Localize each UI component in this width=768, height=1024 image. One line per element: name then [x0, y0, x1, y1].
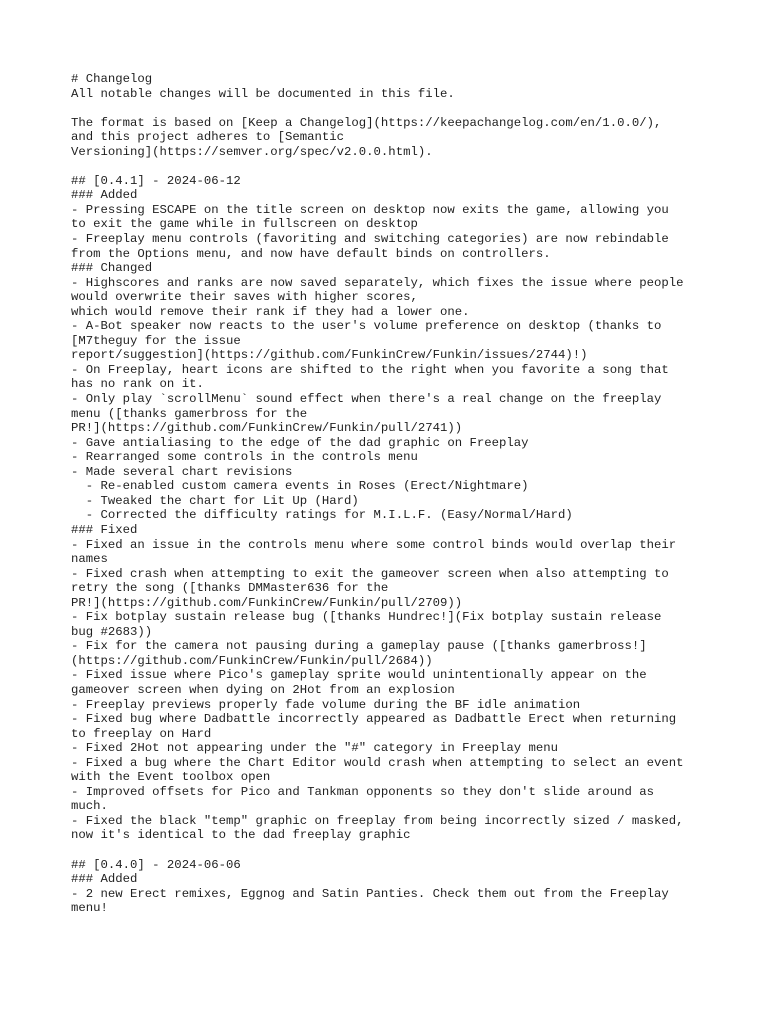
- text-line: - Fixed bug where Dadbattle incorrectly appeared as Dadbattle Erect when returning: [71, 712, 677, 727]
- text-line: from the Options menu, and now have default binds on controllers.: [71, 246, 551, 261]
- text-line: bug #2683)): [71, 624, 153, 639]
- text-line: - Fix for the camera not pausing during a gameplay pause ([thanks gamerbross!]: [71, 639, 647, 654]
- text-line: - On Freeplay, heart icons are shifted to the right when you favorite a song that: [71, 362, 669, 377]
- text-line: ## [0.4.0] - 2024-06-06: [71, 857, 241, 872]
- text-line: (https://github.com/FunkinCrew/Funkin/pull/2684)): [71, 653, 433, 668]
- text-line: - Re-enabled custom camera events in Roses (Erect/Nightmare): [71, 479, 529, 494]
- text-line: - Fixed the black "temp" graphic on freeplay from being incorrectly sized / masked,: [71, 813, 684, 828]
- text-line: All notable changes will be documented in this file.: [71, 86, 455, 101]
- text-line: menu!: [71, 901, 108, 916]
- text-line: [71, 101, 731, 116]
- text-line: - Gave antialiasing to the edge of the dad graphic on Freeplay: [71, 435, 529, 450]
- text-line: - Improved offsets for Pico and Tankman opponents so they don't slide around as: [71, 784, 654, 799]
- text-line: Versioning](https://semver.org/spec/v2.0.0.html).: [71, 144, 433, 159]
- text-line: # Changelog: [71, 72, 153, 86]
- text-line: much.: [71, 799, 108, 814]
- text-line: gameover screen when dying on 2Hot from an explosion: [71, 682, 455, 697]
- text-line: [71, 843, 731, 858]
- text-line: has no rank on it.: [71, 377, 204, 392]
- text-line: - Rearranged some controls in the controls menu: [71, 450, 418, 465]
- text-line: would overwrite their saves with higher scores,: [71, 290, 418, 305]
- text-line: - Freeplay previews properly fade volume during the BF idle animation: [71, 697, 581, 712]
- text-line: ## [0.4.1] - 2024-06-12: [71, 173, 241, 188]
- text-line: - Made several chart revisions: [71, 464, 293, 479]
- text-line: - Highscores and ranks are now saved separately, which fixes the issue where people: [71, 275, 684, 290]
- text-line: ### Changed: [71, 261, 153, 276]
- text-line: - Pressing ESCAPE on the title screen on desktop now exits the game, allowing you: [71, 202, 669, 217]
- text-line: and this project adheres to [Semantic: [71, 130, 345, 145]
- text-line: - 2 new Erect remixes, Eggnog and Satin Panties. Check them out from the Freeplay: [71, 886, 669, 901]
- text-line: - Fixed issue where Pico's gameplay sprite would unintentionally appear on the: [71, 668, 647, 683]
- text-line: The format is based on [Keep a Changelog](https://keepachangelog.com/en/1.0.0/),: [71, 115, 662, 130]
- text-line: ### Added: [71, 188, 138, 203]
- text-line: PR!](https://github.com/FunkinCrew/Funkin/pull/2709)): [71, 595, 463, 610]
- text-line: - Fixed 2Hot not appearing under the "#" category in Freeplay menu: [71, 741, 559, 756]
- text-line: ### Added: [71, 872, 138, 887]
- text-line: [71, 159, 731, 174]
- text-line: - Only play `scrollMenu` sound effect when there's a real change on the freeplay: [71, 392, 662, 407]
- text-line: - Freeplay menu controls (favoriting and switching categories) are now rebindable: [71, 232, 669, 247]
- text-line: to freeplay on Hard: [71, 726, 212, 741]
- text-line: [M7theguy for the issue: [71, 333, 241, 348]
- text-line: which would remove their rank if they had a lower one.: [71, 304, 470, 319]
- text-line: with the Event toolbox open: [71, 770, 271, 785]
- text-line: ### Fixed: [71, 522, 138, 537]
- text-line: menu ([thanks gamerbross for the: [71, 406, 308, 421]
- text-line: - Corrected the difficulty ratings for M.I.L.F. (Easy/Normal/Hard): [71, 508, 573, 523]
- text-line: now it's identical to the dad freeplay graphic: [71, 828, 411, 843]
- text-line: report/suggestion](https://github.com/FunkinCrew/Funkin/issues/2744)!): [71, 348, 588, 363]
- text-line: PR!](https://github.com/FunkinCrew/Funkin/pull/2741)): [71, 421, 463, 436]
- text-line: - Fixed an issue in the controls menu where some control binds would overlap their: [71, 537, 677, 552]
- text-line: - Fixed a bug where the Chart Editor would crash when attempting to select an event: [71, 755, 684, 770]
- text-line: - Fix botplay sustain release bug ([thanks Hundrec!](Fix botplay sustain release: [71, 610, 662, 625]
- changelog-document: [71, 72, 731, 916]
- text-line: to exit the game while in fullscreen on desktop: [71, 217, 418, 232]
- text-line: - A-Bot speaker now reacts to the user's volume preference on desktop (thanks to: [71, 319, 662, 334]
- text-line: - Fixed crash when attempting to exit the gameover screen when also attempting to: [71, 566, 669, 581]
- text-line: retry the song ([thanks DMMaster636 for the: [71, 581, 389, 596]
- text-line: names: [71, 552, 108, 567]
- text-line: - Tweaked the chart for Lit Up (Hard): [71, 493, 359, 508]
